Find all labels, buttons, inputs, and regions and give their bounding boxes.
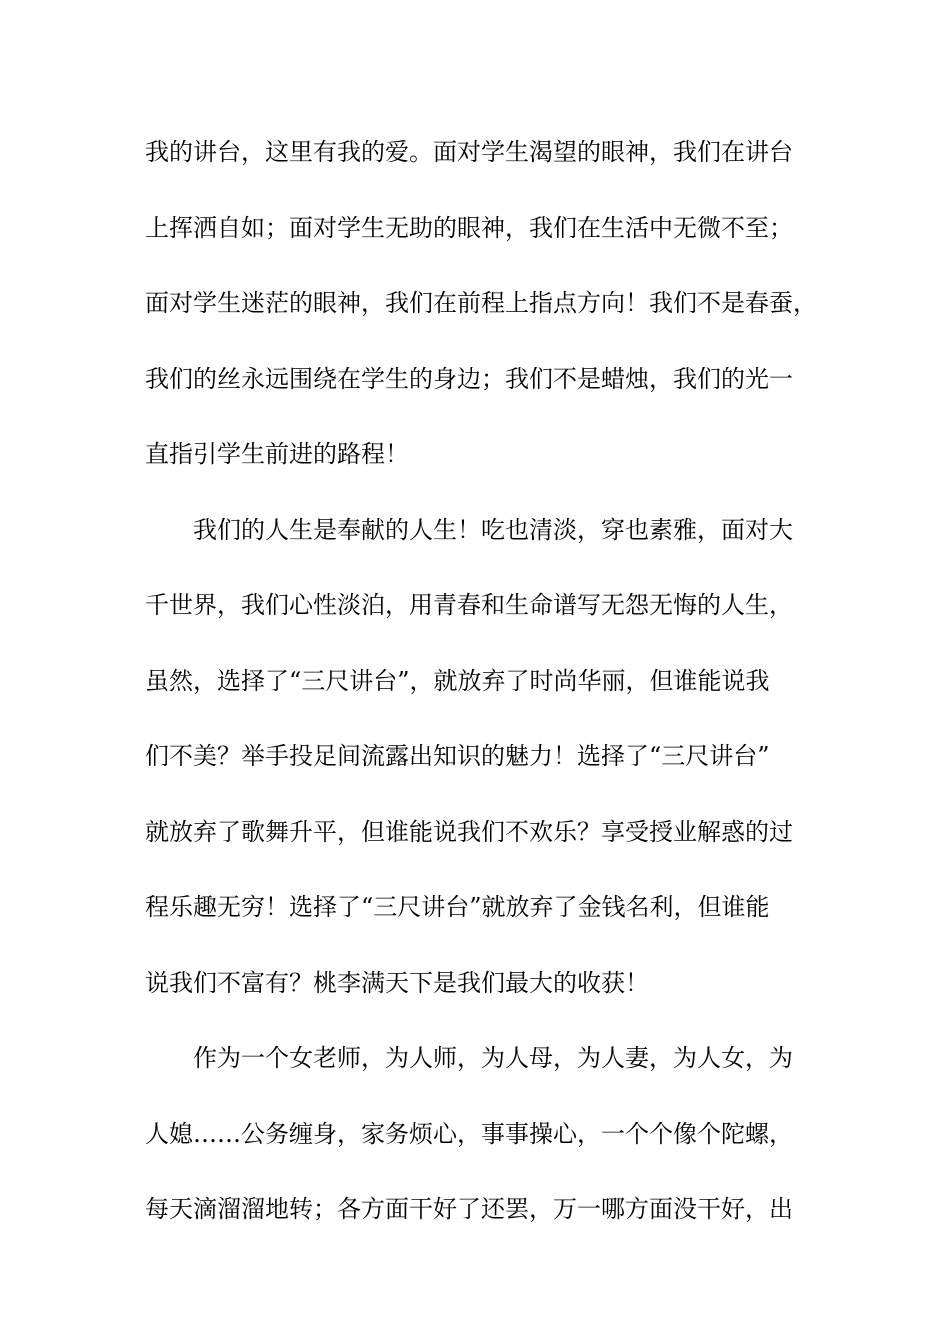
text-line: 程乐趣无穷！选择了“三尺讲台”就放弃了金钱名利，但谁能: [145, 893, 770, 921]
text-line: 们不美？举手投足间流露出知识的魅力！选择了“三尺讲台”: [145, 742, 770, 770]
text-line: 虽然，选择了“三尺讲台”，就放弃了时尚华丽，但谁能说我: [145, 666, 770, 695]
paragraph-first-line: 我们的人生是奉献的人生！吃也清淡，穿也素雅，面对大: [193, 515, 793, 544]
paragraph-first-line: 作为一个女老师，为人师，为人母，为人妻，为人女，为: [193, 1044, 793, 1072]
body-text: [145, 130, 825, 1263]
text-line: 我们的丝永远围绕在学生的身边；我们不是蜡烛，我们的光一: [145, 364, 793, 393]
text-line: 千世界，我们心性淡泊，用青春和生命谱写无怨无悔的人生，: [145, 591, 793, 619]
text-line: 直指引学生前进的路程！: [145, 440, 409, 468]
text-line: 说我们不富有？桃李满天下是我们最大的收获！: [145, 968, 649, 997]
text-line: 我的讲台，这里有我的爱。面对学生渴望的眼神，我们在讲台: [145, 138, 793, 166]
text-line: 每天滴溜溜地转；各方面干好了还罢，万一哪方面没干好，出: [145, 1195, 793, 1223]
text-line: 人媳……公务缠身，家务烦心，事事操心，一个个像个陀螺，: [145, 1119, 793, 1148]
text-line: 上挥洒自如；面对学生无助的眼神，我们在生活中无微不至；: [145, 213, 793, 242]
text-line: 面对学生迷茫的眼神，我们在前程上指点方向！我们不是春蚕，: [145, 289, 817, 317]
text-line: 就放弃了歌舞升平，但谁能说我们不欢乐？享受授业解惑的过: [145, 817, 793, 846]
